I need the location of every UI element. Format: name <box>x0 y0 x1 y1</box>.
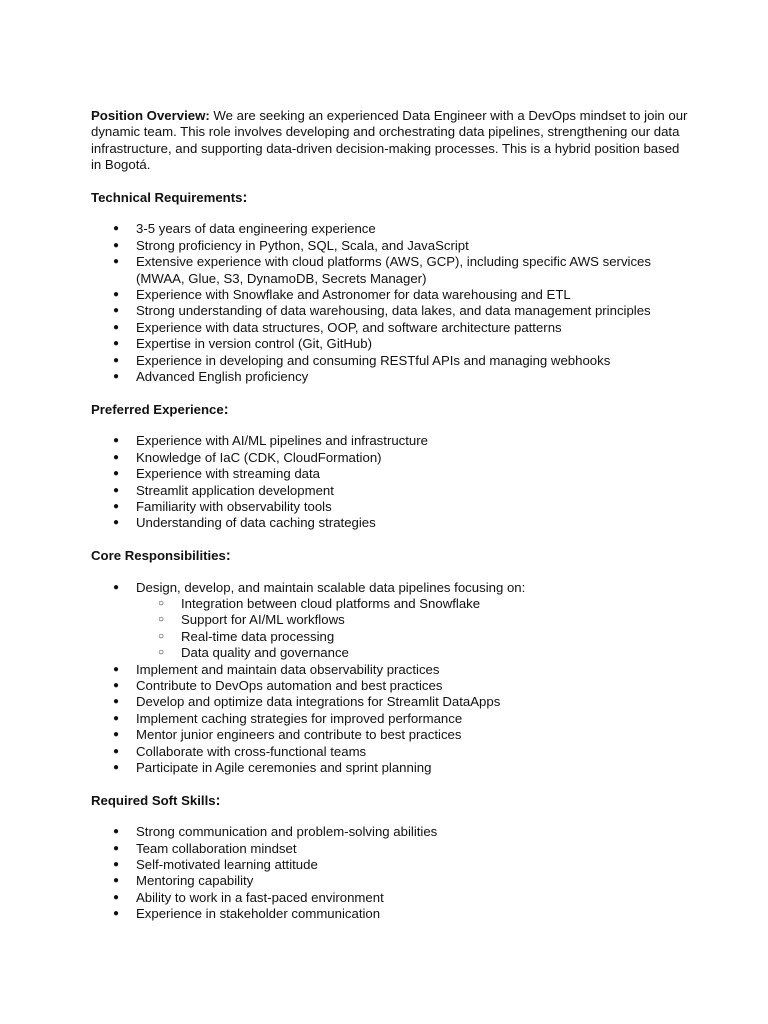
sub-list-item-text: Real-time data processing <box>181 628 335 644</box>
sub-list-item <box>136 645 691 661</box>
technical-requirements-title: Technical Requirements <box>91 190 243 206</box>
list-item-text: Mentoring capability <box>136 873 254 889</box>
list-item <box>91 694 691 710</box>
list-item <box>91 287 691 303</box>
list-item-text: Design, develop, and maintain scalable data pipelines focusing on: <box>136 579 526 595</box>
preferred-experience-list <box>91 433 691 531</box>
list-item <box>91 483 691 499</box>
core-responsibilities-heading <box>91 548 691 564</box>
list-item <box>91 238 691 254</box>
bullet-icon: ● <box>113 729 120 741</box>
bullet-icon: ● <box>113 826 120 838</box>
bullet-icon: ● <box>113 371 120 383</box>
core-responsibilities-title: Core Responsibilities <box>91 548 226 564</box>
list-item <box>91 221 691 237</box>
list-item-text: Understanding of data caching strategies <box>136 515 376 531</box>
list-item <box>91 336 691 352</box>
list-item <box>91 466 691 482</box>
bullet-icon: ● <box>113 859 120 870</box>
document-page <box>91 108 691 923</box>
list-item <box>91 873 691 889</box>
list-item-text: Mentor junior engineers and contribute to best practices <box>136 727 462 743</box>
list-item-text: Develop and optimize data integrations for Streamlit DataApps <box>136 694 501 710</box>
list-item-text: Streamlit application development <box>136 482 334 498</box>
list-item-text: Ability to work in a fast-paced environment <box>136 889 384 905</box>
soft-skills-list <box>91 824 691 922</box>
list-item-text: Participate in Agile ceremonies and sprint planning <box>136 759 432 775</box>
bullet-icon: ● <box>113 468 120 480</box>
bullet-icon: ● <box>113 696 120 708</box>
core-responsibilities-list <box>91 580 691 777</box>
bullet-icon: ● <box>113 891 120 903</box>
list-item-text: Experience with AI/ML pipelines and infrastructure <box>136 433 428 449</box>
list-item-text: Self-motivated learning attitude <box>136 857 318 872</box>
overview-text: We are seeking an experienced Data Engineer with a DevOps mindset to join our dynamic team. This role involves developing and orchestrating data pipelines, strengthening our data infrastructure, and supporting data-driven decision-making processes. This is a hybrid position based in Bogotá. <box>91 108 688 173</box>
bullet-icon: ● <box>113 289 120 301</box>
list-item <box>91 662 691 678</box>
list-item <box>91 254 691 287</box>
circle-bullet-icon: ○ <box>158 630 165 642</box>
sub-list-item-text: Support for AI/ML workflows <box>181 612 345 628</box>
list-item <box>91 580 691 662</box>
bullet-icon: ● <box>113 354 120 366</box>
list-item <box>91 515 691 531</box>
heading-colon: : <box>223 401 229 418</box>
list-item-text: Extensive experience with cloud platforms (AWS, GCP), including specific AWS services (MWAA, Glue, S3, DynamoDB, Secrets Manager) <box>136 254 651 286</box>
list-item <box>91 433 691 449</box>
list-item-text: Experience with streaming data <box>136 466 320 482</box>
technical-requirements-heading <box>91 190 691 206</box>
bullet-icon: ● <box>113 239 120 251</box>
list-item <box>91 353 691 369</box>
preferred-experience-heading <box>91 402 691 418</box>
sub-list-item <box>136 629 691 645</box>
bullet-icon: ● <box>113 663 120 675</box>
list-item <box>91 711 691 727</box>
list-item-text: Familiarity with observability tools <box>136 498 332 514</box>
bullet-icon: ● <box>113 517 120 529</box>
list-item-text: Experience in stakeholder communication <box>136 906 381 922</box>
list-item <box>91 841 691 857</box>
pipeline-focus-sublist <box>136 596 691 662</box>
preferred-experience-title: Preferred Experience <box>91 401 224 417</box>
list-item <box>91 857 691 873</box>
bullet-icon: ● <box>113 842 120 854</box>
list-item <box>91 450 691 466</box>
list-item <box>91 499 691 515</box>
list-item <box>91 320 691 336</box>
sub-list-item <box>136 612 691 628</box>
position-overview <box>91 108 691 174</box>
bullet-icon: ● <box>113 256 120 268</box>
sub-list-item-text: Integration between cloud platforms and Snowflake <box>181 595 481 611</box>
list-item <box>91 744 691 760</box>
list-item-text: Collaborate with cross-functional teams <box>136 743 367 759</box>
bullet-icon: ● <box>113 500 120 512</box>
list-item-text: Strong communication and problem-solving abilities <box>136 824 438 840</box>
list-item <box>91 369 691 385</box>
list-item <box>91 906 691 922</box>
list-item-text: Expertise in version control (Git, GitHub) <box>136 336 372 352</box>
list-item <box>91 727 691 743</box>
list-item-text: Implement and maintain data observability practices <box>136 661 440 677</box>
sub-list-item-text: Data quality and governance <box>181 645 349 661</box>
bullet-icon: ● <box>113 875 120 887</box>
bullet-icon: ● <box>113 745 120 757</box>
bullet-icon: ● <box>113 338 120 350</box>
circle-bullet-icon: ○ <box>158 597 165 609</box>
heading-colon: : <box>225 548 231 565</box>
list-item-text: 3-5 years of data engineering experience <box>136 221 376 237</box>
list-item-text: Implement caching strategies for improved performance <box>136 710 463 726</box>
bullet-icon: ● <box>113 484 120 496</box>
bullet-icon: ● <box>113 223 120 235</box>
heading-colon: : <box>215 792 221 809</box>
bullet-icon: ● <box>113 305 120 317</box>
bullet-icon: ● <box>113 908 120 920</box>
list-item-text: Advanced English proficiency <box>136 369 309 385</box>
list-item <box>91 760 691 776</box>
heading-colon: : <box>242 190 248 207</box>
bullet-icon: ● <box>113 581 120 593</box>
circle-bullet-icon: ○ <box>158 614 165 626</box>
bullet-icon: ● <box>113 712 120 724</box>
list-item-text: Strong proficiency in Python, SQL, Scala, and JavaScript <box>136 237 469 253</box>
bullet-icon: ● <box>113 321 120 333</box>
list-item-text: Strong understanding of data warehousing, data lakes, and data management principles <box>136 303 651 319</box>
list-item <box>91 303 691 319</box>
circle-bullet-icon: ○ <box>158 647 165 659</box>
bullet-icon: ● <box>113 451 120 463</box>
bullet-icon: ● <box>113 435 120 447</box>
soft-skills-heading <box>91 793 691 809</box>
soft-skills-title: Required Soft Skills <box>91 792 216 808</box>
list-item-text: Experience with data structures, OOP, and software architecture patterns <box>136 319 562 335</box>
list-item <box>91 824 691 840</box>
list-item-text: Team collaboration mindset <box>136 840 297 856</box>
list-item-text: Experience in developing and consuming RESTful APIs and managing webhooks <box>136 352 611 368</box>
list-item-text: Contribute to DevOps automation and best practices <box>136 677 443 693</box>
bullet-icon: ● <box>113 679 120 691</box>
overview-label: Position Overview: <box>91 108 210 123</box>
list-item <box>91 890 691 906</box>
bullet-icon: ● <box>113 761 120 773</box>
sub-list-item <box>136 596 691 612</box>
list-item-text: Experience with Snowflake and Astronomer for data warehousing and ETL <box>136 287 571 303</box>
technical-requirements-list <box>91 221 691 385</box>
list-item <box>91 678 691 694</box>
list-item-text: Knowledge of IaC (CDK, CloudFormation) <box>136 449 382 465</box>
